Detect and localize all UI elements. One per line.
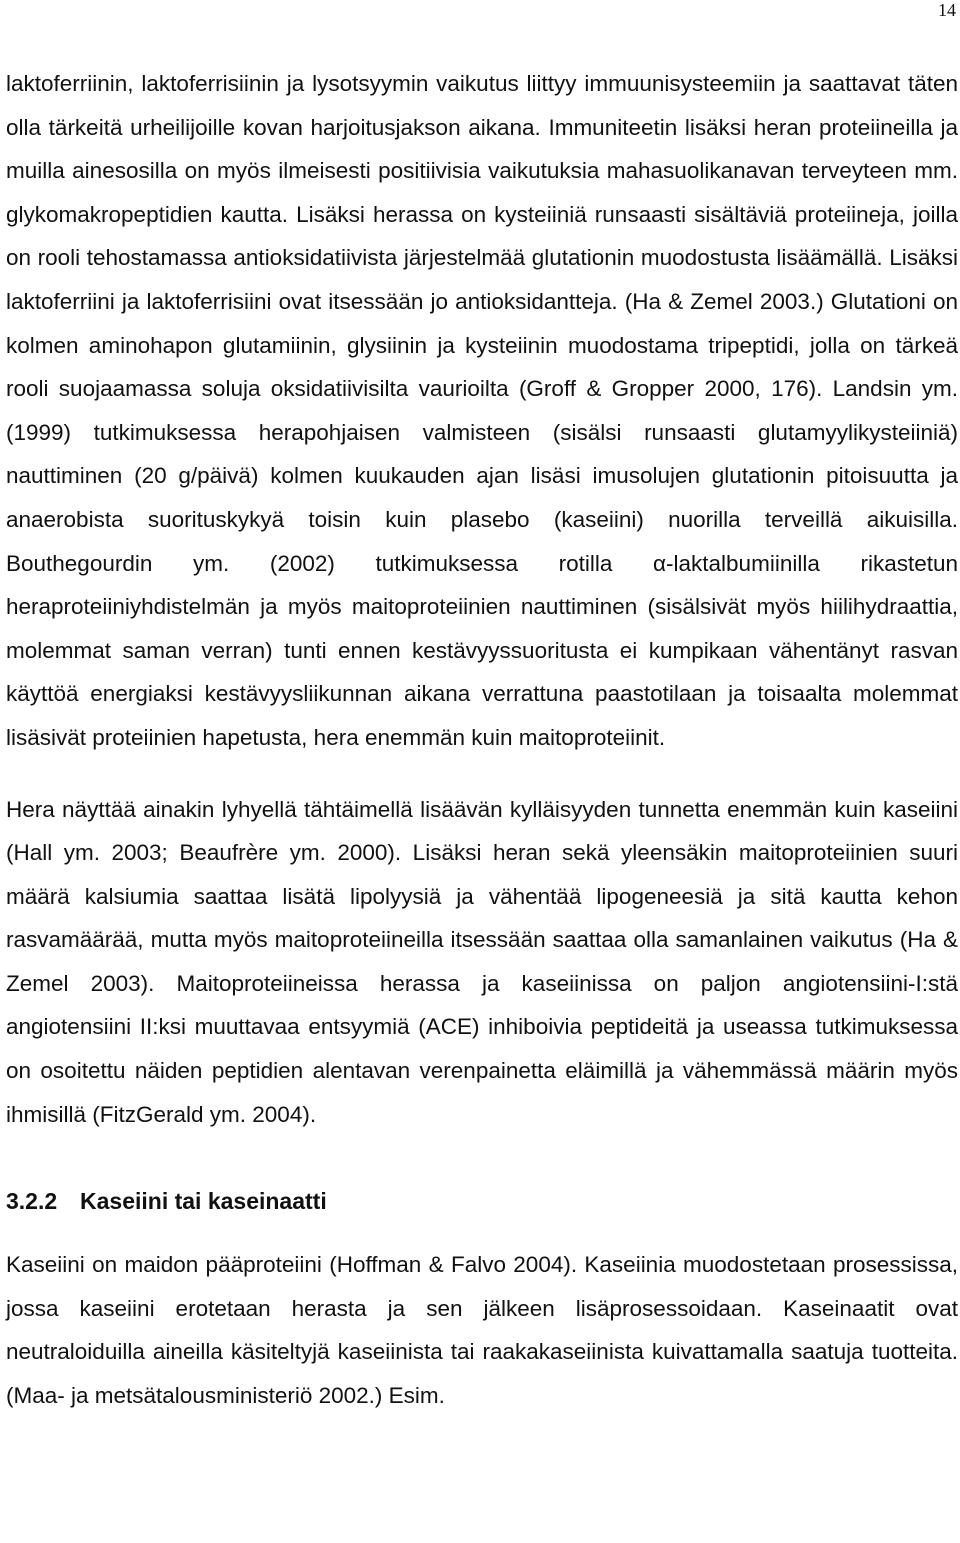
section-number: 3.2.2 — [6, 1188, 58, 1215]
section-title: Kaseiini tai kaseinaatti — [80, 1188, 327, 1215]
body-paragraph-1: laktoferriinin, laktoferrisiinin ja lysotsyymin vaikutus liittyy immuunisysteemiin ja saattavat täten olla tärkeitä urheilijoille kovan harjoitusjakson aikana. Immuniteetin lisäksi heran proteiineilla ja muilla ainesosilla on myös ilmeisesti positiivisia vaikutuksia mahasuolikanavan terveyteen mm. glykomakropeptidien kautta. Lisäksi herassa on kysteiiniä runsaasti sisältäviä proteiineja, joilla on rooli tehostamassa antioksidatiivista järjestelmää glutationin muodostusta lisäämällä. Lisäksi laktoferriini ja laktoferrisiini ovat itsessään jo antioksidantteja. (Ha & Zemel 2003.) Glutationi on kolmen aminohapon glutamiinin, glysiinin ja kysteiinin muodostama tripeptidi, jolla on tärkeä rooli suojaamassa soluja oksidatiivisilta vaurioilta (Groff & Gropper 2000, 176). Landsin ym. (1999) tutkimuksessa herapohjaisen valmisteen (sisälsi runsaasti glutamyylikysteiiniä) nauttiminen (20 g/päivä) kolmen kuukauden ajan lisäsi imusolujen glutationin pitoisuutta ja anaerobista suorituskykyä toisin kuin plasebo (kaseiini) nuorilla terveillä aikuisilla. Bouthegourdin ym. (2002) tutkimuksessa rotilla α-laktalbumiinilla rikastetun heraproteiiniyhdistelmän ja myös maitoproteiinien nauttiminen (sisälsivät myös hiilihydraattia, molemmat saman verran) tunti ennen kestävyyssuoritusta ei kumpikaan vähentänyt rasvan käyttöä energiaksi kestävyysliikunnan aikana verrattuna paastotilaan ja toisaalta molemmat lisäsivät proteiinien hapetusta, hera enemmän kuin maitoproteiinit. — [6, 71, 958, 750]
document-body — [6, 62, 958, 1418]
body-paragraph-2: Hera näyttää ainakin lyhyellä tähtäimellä lisäävän kylläisyyden tunnetta enemmän kuin kaseiini (Hall ym. 2003; Beaufrère ym. 2000). Lisäksi heran sekä yleensäkin maitoproteiinien suuri määrä kalsiumia saattaa lisätä lipolyysiä ja vähentää lipogeneesiä ja sitä kautta kehon rasvamäärää, mutta myös maitoproteiineilla itsessään saattaa olla samanlainen vaikutus (Ha & Zemel 2003). Maitoproteiineissa herassa ja kaseiinissa on paljon angiotensiini-I:stä angiotensiini II:ksi muuttavaa entsyymiä (ACE) inhiboivia peptideitä ja useassa tutkimuksessa on osoitettu näiden peptidien alentavan verenpainetta eläimillä ja vähemmässä määrin myös ihmisillä (FitzGerald ym. 2004). — [6, 796, 958, 1127]
page-number: 14 — [938, 0, 956, 20]
body-paragraph-3: Kaseiini on maidon pääproteiini (Hoffman & Falvo 2004). Kaseiinia muodostetaan prosessissa, jossa kaseiini erotetaan herasta ja sen jälkeen lisäprosessoidaan. Kaseinaatit ovat neutraloiduilla aineilla käsiteltyjä kaseiinista tai raakakaseiinista kuivattamalla saatuja tuotteita. (Maa- ja metsätalousministeriö 2002.) Esim. — [6, 1252, 958, 1409]
section-heading — [6, 1179, 958, 1223]
